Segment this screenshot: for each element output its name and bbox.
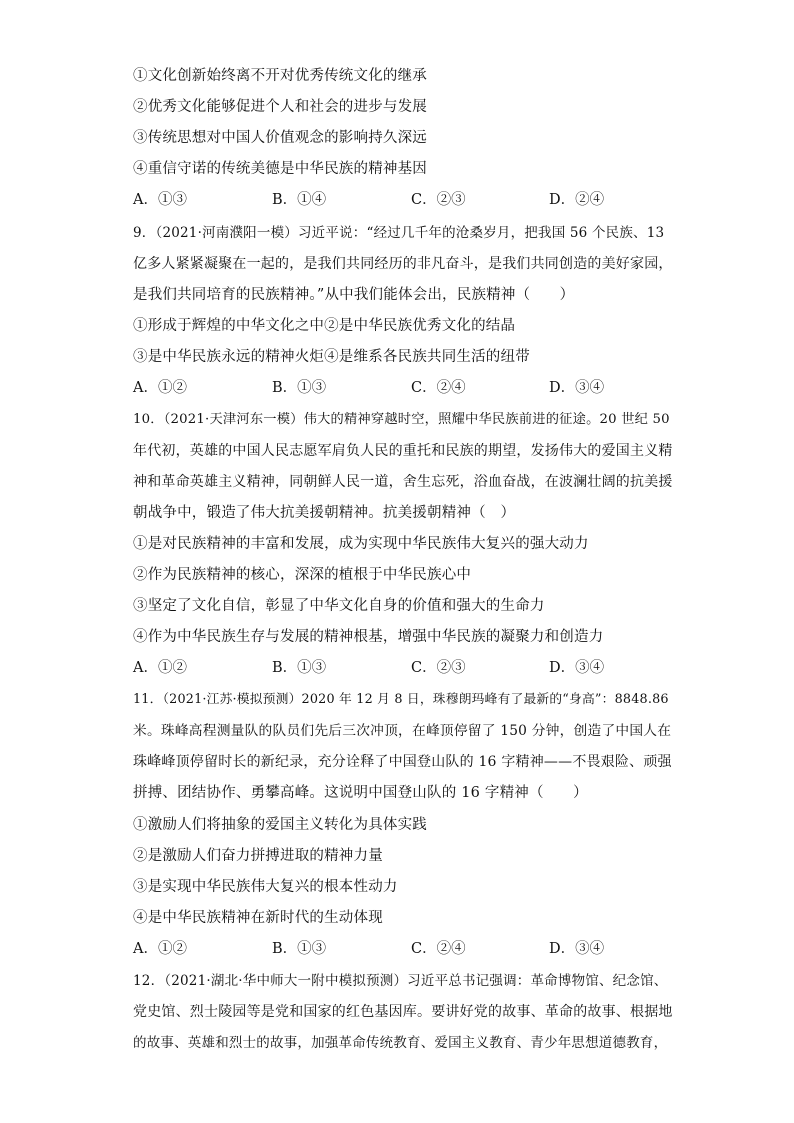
q8-options	[133, 190, 693, 210]
q8-option-a: A．①③	[133, 192, 187, 208]
q10-options	[133, 658, 693, 678]
q10-stem-line-4: 朝战争中，锻造了伟大抗美援朝精神。抗美援朝精神（ ）	[133, 505, 516, 521]
q11-statement-4: ④是中华民族精神在新时代的生动体现	[133, 910, 383, 926]
q10-option-d: D．③④	[549, 660, 605, 676]
q11-statement-3: ③是实现中华民族伟大复兴的根本性动力	[133, 879, 398, 895]
q10-statement-2: ②作为民族精神的核心，深深的植根于中华民族心中	[133, 567, 472, 583]
q8-option-c: C．②③	[411, 192, 466, 208]
q12-stem-line-3: 的故事、英雄和烈士的故事，加强革命传统教育、爱国主义教育、青少年思想道德教育，	[133, 1035, 668, 1051]
q8-statement-4: ④重信守诺的传统美德是中华民族的精神基因	[133, 161, 427, 177]
q11-option-d: D．③④	[549, 941, 605, 957]
q9-statement-2: ③是中华民族永远的精神火炬④是维系各民族共同生活的纽带	[133, 349, 530, 365]
q9-options	[133, 378, 693, 398]
q10-stem-line-2: 年代初，英雄的中国人民志愿军肩负人民的重托和民族的期望，发扬伟大的爱国主义精	[133, 443, 673, 459]
q11-option-b: B．①③	[272, 941, 327, 957]
q10-stem-line-1: 10．（2021·天津河东一模）伟大的精神穿越时空，照耀中华民族前进的征途。20 世纪 50	[133, 412, 670, 427]
q9-option-d: D．③④	[549, 380, 605, 396]
q12-stem-line-1: 12．（2021·湖北·华中师大一附中模拟预测）习近平总书记强调：革命博物馆、纪念馆、	[133, 973, 668, 989]
q11-options	[133, 939, 693, 959]
q11-option-c: C．②④	[411, 941, 466, 957]
q11-option-a: A．①②	[133, 941, 187, 957]
q10-statement-4: ④作为中华民族生存与发展的精神根基，增强中华民族的凝聚力和创造力	[133, 629, 604, 645]
q8-statement-3: ③传统思想对中国人价值观念的影响持久深远	[133, 130, 427, 146]
q11-stem-line-1: 11．（2021·江苏·模拟预测）2020 年 12 月 8 日，珠穆朗玛峰有了最新的“身高”：8848.86	[133, 692, 669, 707]
q10-statement-3: ③坚定了文化自信，彰显了中华文化自身的价值和强大的生命力	[133, 598, 545, 614]
q8-statement-2: ②优秀文化能够促进个人和社会的进步与发展	[133, 99, 427, 115]
q9-stem-line-3: 是我们共同培育的民族精神。”从中我们能体会出，民族精神（ ）	[133, 287, 575, 303]
q10-option-b: B．①③	[272, 660, 327, 676]
q11-stem-line-3: 珠峰峰顶停留时长的新纪录，充分诠释了中国登山队的 16 字精神——不畏艰险、顽强	[133, 754, 672, 770]
q9-stem-line-2: 亿多人紧紧凝聚在一起的，是我们共同经历的非凡奋斗，是我们共同创造的美好家园，	[133, 256, 673, 272]
q9-option-a: A．①②	[133, 380, 187, 396]
q10-stem-line-3: 神和革命英雄主义精神，同朝鲜人民一道，舍生忘死，浴血奋战，在波澜壮阔的抗美援	[133, 474, 673, 490]
q9-option-c: C．②④	[411, 380, 466, 396]
q11-statement-2: ②是激励人们奋力拼搏进取的精神力量	[133, 848, 383, 864]
q12-stem-line-2: 党史馆、烈士陵园等是党和国家的红色基因库。要讲好党的故事、革命的故事、根据地	[133, 1004, 673, 1020]
q10-statement-1: ①是对民族精神的丰富和发展，成为实现中华民族伟大复兴的强大动力	[133, 536, 589, 552]
q8-option-b: B．①④	[272, 192, 327, 208]
q8-option-d: D．②④	[549, 192, 605, 208]
q10-option-c: C．②③	[411, 660, 466, 676]
q9-statement-1: ①形成于辉煌的中华文化之中②是中华民族优秀文化的结晶	[133, 318, 516, 334]
q11-stem-line-2: 米。珠峰高程测量队的队员们先后三次冲顶，在峰顶停留了 150 分钟，创造了中国人在	[133, 723, 672, 739]
q9-option-b: B．①③	[272, 380, 327, 396]
q11-stem-line-4: 拼搏、团结协作、勇攀高峰。这说明中国登山队的 16 字精神（ ）	[133, 785, 588, 801]
q8-statement-1: ①文化创新始终离不开对优秀传统文化的继承	[133, 68, 427, 84]
q11-statement-1: ①激励人们将抽象的爱国主义转化为具体实践	[133, 817, 427, 833]
q9-stem-line-1: 9．（2021·河南濮阳一模）习近平说：“经过几千年的沧桑岁月，把我国 56 个民族、13	[133, 225, 665, 241]
q10-option-a: A．①②	[133, 660, 187, 676]
